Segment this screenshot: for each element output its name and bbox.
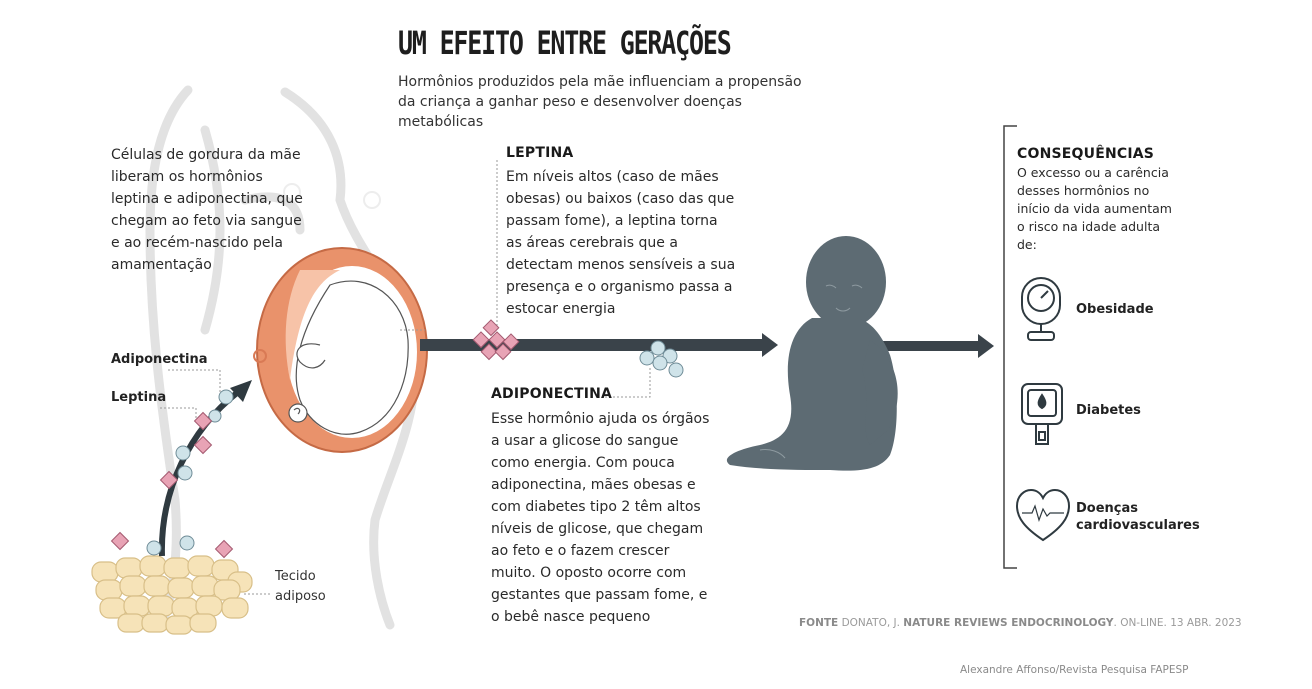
- source-rest: . ON-LINE. 13 ABR. 2023: [1113, 617, 1242, 629]
- mother-description: Células de gordura da mãe liberam os hormônios leptina e adiponectina, que chegam ao feto via sangue e ao recém-nascido pela amamentação: [111, 147, 303, 273]
- source-label: FONTE: [799, 617, 839, 629]
- source-author: DONATO, J.: [841, 617, 900, 629]
- label-tecido-adiposo: Tecido adiposo: [275, 569, 326, 604]
- page-title: UM EFEITO ENTRE GERAÇÕES: [398, 24, 731, 62]
- glucometer-icon: [1022, 384, 1062, 444]
- consequence-diabetes: Diabetes: [1076, 403, 1141, 418]
- source-note: [799, 617, 1242, 629]
- baby-silhouette: [727, 236, 898, 471]
- label-adiponectina: Adiponectina: [111, 352, 208, 367]
- label-leptina: Leptina: [111, 390, 167, 405]
- adiponectina-heading: ADIPONECTINA: [491, 386, 613, 402]
- scale-icon: [1022, 278, 1060, 340]
- consequencias-description: O excesso ou a carência desses hormônios no início da vida aumentam o risco na idade adulta de:: [1017, 165, 1172, 252]
- fat-tissue: [92, 556, 252, 634]
- consequencias-heading: CONSEQUÊNCIAS: [1017, 146, 1155, 162]
- leptina-description: Em níveis altos (caso de mães obesas) ou baixos (caso das que passam fome), a leptina torna as áreas cerebrais que a detectam menos sensíveis a sua presença e o organismo passa a estocar energia: [506, 169, 736, 317]
- leptina-cluster: [473, 320, 519, 360]
- leptina-heading: LEPTINA: [506, 145, 574, 161]
- heart-icon: [1017, 490, 1069, 540]
- adiponectina-description: Esse hormônio ajuda os órgãos a usar a glicose do sangue como energia. Com pouca adiponectina, mães obesas e com diabetes tipo 2 têm altos níveis de glicose, que chegam ao feto e o fazem crescer muito. O oposto ocorre com gestantes que passam fome, e o bebê nasce pequeno: [491, 411, 710, 625]
- source-journal: NATURE REVIEWS ENDOCRINOLOGY: [903, 617, 1114, 629]
- consequence-obesidade: Obesidade: [1076, 302, 1154, 317]
- consequences-bracket: [1004, 126, 1017, 568]
- credit: Alexandre Affonso/Revista Pesquisa FAPESP: [960, 664, 1189, 676]
- subtitle: Hormônios produzidos pela mãe influenciam a propensão da criança a ganhar peso e desenvolver doenças metabólicas: [398, 74, 802, 130]
- consequence-doencas-cardiovasculares: Doenças cardiovasculares: [1076, 501, 1200, 533]
